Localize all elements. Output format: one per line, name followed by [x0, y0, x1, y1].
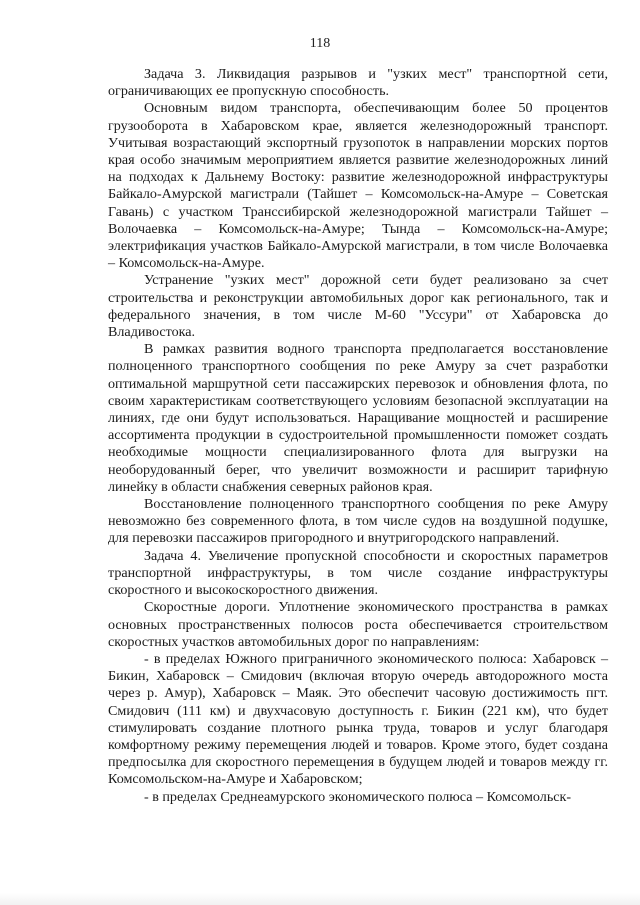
paragraph-middle-amur-pole: - в пределах Среднеамурского экономического полюса – Комсомольск- — [144, 788, 572, 805]
document-body — [108, 66, 608, 806]
paragraph-road-bottlenecks: Устранение "узких мест" дорожной сети будет реализовано за счет строительства и реконструкции автомобильных дорог как регионального, так и федерального значения, в том числе М-60 "Уссури" от Хабаровска до Владивостока. — [108, 272, 608, 341]
paragraph-task-4: Задача 4. Увеличение пропускной способности и скоростных параметров транспортной инфраструктуры, в том числе создание инфраструктуры скоростного и высокоскоростного движения. — [108, 547, 608, 599]
paragraph-water-transport: В рамках развития водного транспорта предполагается восстановление полноценного транспортного сообщения по реке Амуру за счет разработки оптимальной маршрутной сети пассажирских перевозок и обновления флота, по своим характеристикам соответствующего условиям безопасной эксплуатации на линиях, где они будут использоваться. Наращивание мощностей и расширение ассортимента продукции в судостроительной промышленности поможет создать необходимые мощности специализированного флота для выгрузки на необорудованный берег, что увеличит возможности и расширит тарифную линейку в области снабжения северных районов края. — [108, 341, 608, 495]
paragraph-high-speed-roads: Скоростные дороги. Уплотнение экономического пространства в рамках основных пространственных полюсов роста обеспечивается строительством скоростных участков автомобильных дорог по направлениям: — [108, 599, 608, 650]
paragraph-amur-fleet: Восстановление полноценного транспортного сообщения по реке Амуру невозможно без современного флота, в том числе судов на воздушной подушке, для перевозки пассажиров пригородного и внутригородского направлений. — [108, 496, 608, 547]
paragraph-task-3: Задача 3. Ликвидация разрывов и "узких мест" транспортной сети, ограничивающих ее пропускную способность. — [108, 66, 608, 100]
paragraph-railway: Основным видом транспорта, обеспечивающим более 50 процентов грузооборота в Хабаровском крае, является железнодорожный транспорт. Учитывая возрастающий экспортный грузопоток в направлении морских портов края особо значимым мероприятием является развитие железнодорожных линий на подходах к Дальнему Востоку: развитие железнодорожной инфраструктуры Байкало-Амурской магистрали (Тайшет – Комсомольск-на-Амуре – Советская Гавань) с участком Транссибирской железнодорожной магистрали Тайшет – Волочаевка – Комсомольск-на-Амуре; Тында – Комсомольск-на-Амуре; электрификация участков Байкало-Амурской магистрали, в том числе Волочаевка – Комсомольск-на-Амуре. — [108, 100, 608, 272]
page-number: 118 — [309, 36, 331, 51]
paragraph-southern-pole: - в пределах Южного приграничного экономического полюса: Хабаровск – Бикин, Хабаровск – Смидович (включая вторую очередь автодорожного моста через р. Амур), Хабаровск – Маяк. Это обеспечит часовую достижимость пгт. Смидович (111 км) и двухчасовую доступность г. Бикин (221 км), что будет стимулировать создание плотного рынка труда, товаров и услуг благодаря комфортному режиму перемещения людей и товаров. Кроме этого, будет создана предпосылка для скоростного перемещения в будущем людей и товаров между гг. Комсомольском-на-Амуре и Хабаровском; — [108, 650, 608, 788]
scan-edge-shadow — [0, 893, 640, 905]
